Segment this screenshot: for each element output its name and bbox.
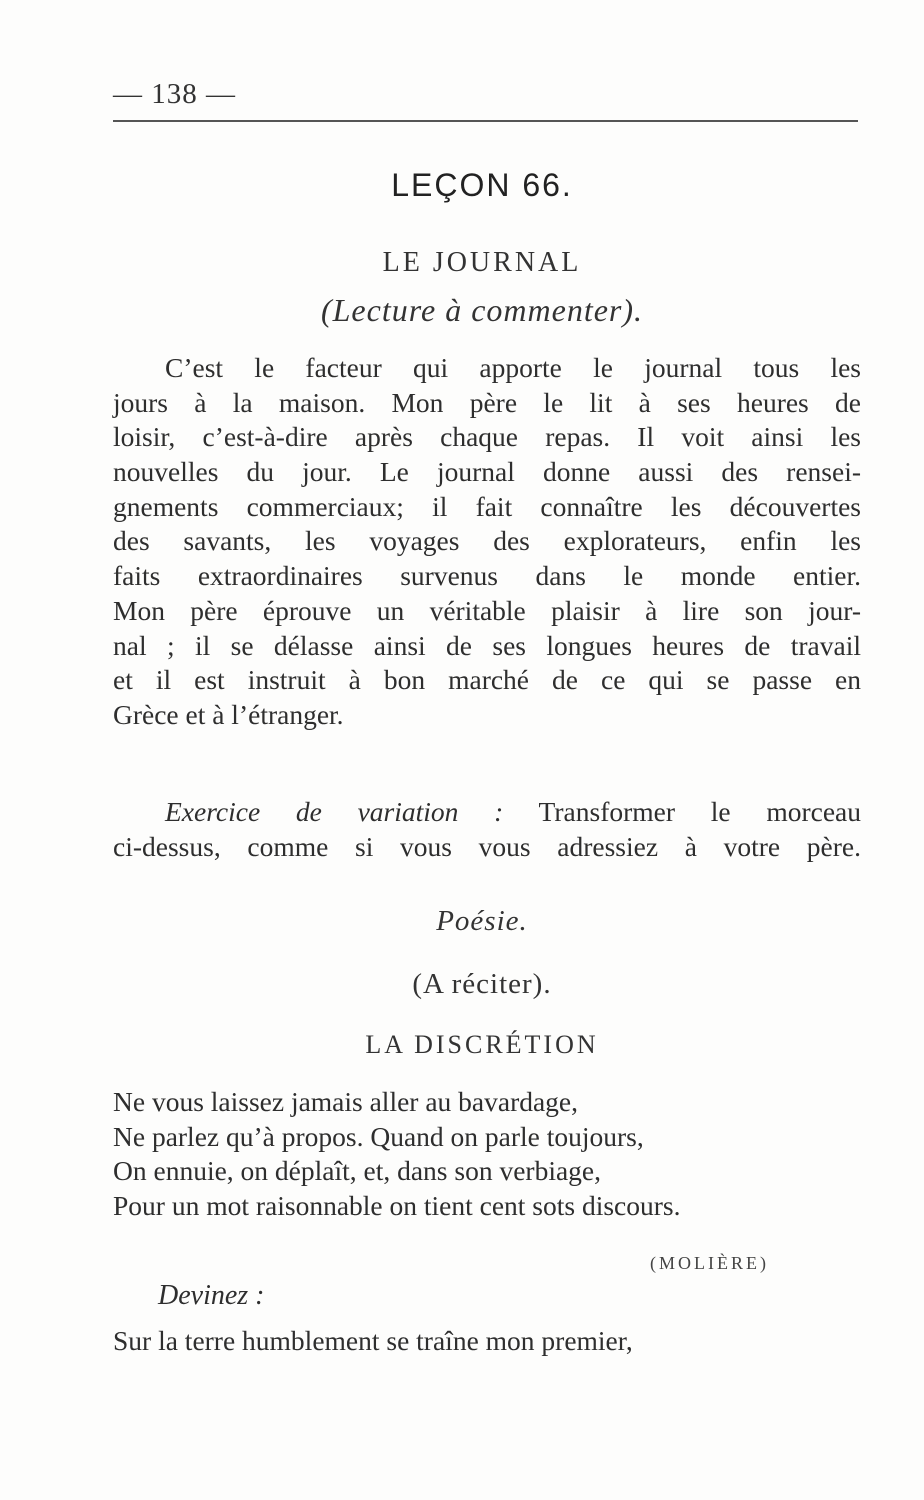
reading-line: des savants, les voyages des explorateurs, enfin les [113, 525, 861, 557]
poetry-instruction: (A réciter). [412, 968, 552, 1000]
reading-line: Grèce et à l’étranger. [113, 698, 344, 730]
reading-line: et il est instruit à bon marché de ce qui se passe en [113, 664, 861, 696]
reading-line: C’est le facteur qui apporte le journal tous les [165, 352, 861, 383]
reading-line: gnements commerciaux; il fait connaître les découvertes [113, 490, 861, 522]
poem-verse: Ne parlez qu’à propos. Quand on parle toujours, [113, 1120, 644, 1152]
section-title: LE JOURNAL [382, 247, 582, 278]
poem-title: LA DISCRÉTION [365, 1030, 599, 1059]
page-number: — 138 — [113, 78, 236, 110]
poem-verse: Ne vous laissez jamais aller au bavardage, [113, 1086, 579, 1117]
reading-line: jours à la maison. Mon père le lit à ses heures de [113, 386, 861, 418]
reading-line: faits extraordinaires survenus dans le monde entier. [113, 560, 861, 592]
header-rule [113, 120, 858, 122]
poem-attribution: (MOLIÈRE) [650, 1253, 769, 1273]
riddle-label: Devinez : [158, 1280, 265, 1311]
poetry-heading: Poésie. [436, 905, 528, 937]
exercise-line: ci-dessus, comme si vous vous adressiez à votre père. [113, 830, 861, 862]
reading-subtitle: (Lecture à commenter). [320, 292, 644, 328]
poem-verse: Pour un mot raisonnable on tient cent sots discours. [113, 1190, 681, 1222]
poem [113, 1085, 873, 1224]
riddle-line: Sur la terre humblement se traîne mon premier, [113, 1325, 633, 1356]
exercise-label: Exercice de variation : [165, 796, 504, 827]
exercise-text: Transformer le morceau [538, 796, 861, 827]
reading-line: loisir, c’est-à-dire après chaque repas. Il voit ainsi les [113, 421, 861, 453]
poem-verse: On ennuie, on déplaît, et, dans son verbiage, [113, 1155, 601, 1187]
exercise-paragraph [113, 795, 861, 864]
exercise-line [113, 795, 861, 830]
reading-line: nouvelles du jour. Le journal donne aussi des rensei- [113, 456, 861, 488]
reading-line: Mon père éprouve un véritable plaisir à lire son jour- [113, 594, 861, 626]
lesson-title: LEÇON 66. [391, 167, 573, 203]
reading-line: nal ; il se délasse ainsi de ses longues heures de travail [113, 629, 861, 661]
reading-passage [113, 351, 861, 733]
